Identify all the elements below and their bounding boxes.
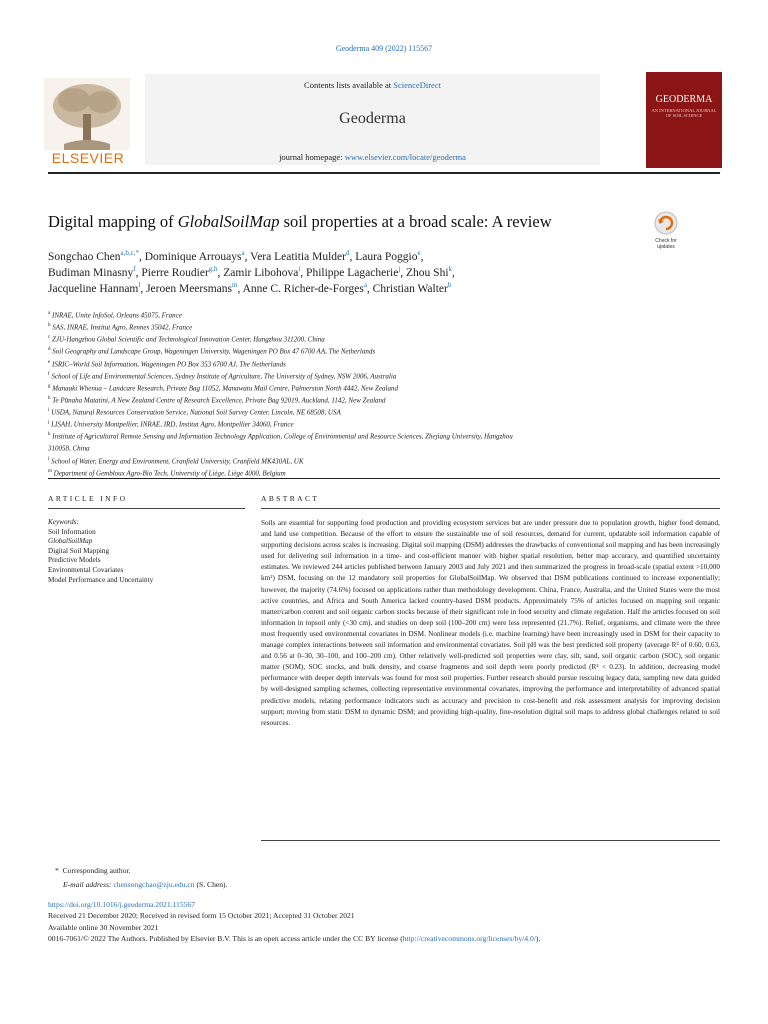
email-note (63, 880, 227, 889)
affiliation-item (48, 430, 658, 442)
author-name[interactable]: Zamir Libohova (223, 266, 299, 279)
author-name[interactable]: Jacqueline Hannam (48, 282, 139, 295)
affiliation-text: SAS, INRAE, Institut Agro, Rennes 35042, France (50, 323, 193, 332)
keywords-list (48, 528, 245, 586)
affiliation-item (48, 455, 658, 467)
available-online: Available online 30 November 2021 (48, 922, 159, 932)
affiliation-item (48, 370, 658, 382)
affiliation-text: Department of Gembloux Agro-Bio Tech, University of Liège, Liège 4000, Belgium (51, 468, 286, 477)
author-separator: , (138, 250, 145, 263)
abstract-bottom-divider (261, 840, 720, 841)
author-separator: , (366, 282, 373, 295)
email-suffix: (S. Chen). (194, 880, 228, 889)
affiliation-item (48, 467, 658, 479)
author-name[interactable]: Pierre Roudier (141, 266, 209, 279)
affiliation-mark: b (48, 323, 51, 329)
license-line (48, 933, 728, 944)
affiliation-item (48, 309, 658, 321)
article-title (48, 212, 638, 232)
keyword-item: Digital Soil Mapping (48, 546, 110, 555)
author-affiliation-mark[interactable]: j (398, 265, 401, 273)
author-name[interactable]: Vera Leatitia Mulder (250, 250, 346, 263)
keywords-block (48, 518, 245, 585)
article-info-heading: ARTICLE INFO (48, 494, 128, 503)
affiliation-text: Manaaki Whenua – Landcare Research, Private Bag 11052, Manawatu Mail Centre, Palmerston North 4442, New Zealand (50, 384, 398, 393)
received-dates: Received 21 December 2020; Received in revised form 15 October 2021; Accepted 31 October 2021 (48, 911, 355, 921)
email-label: E-mail address: (63, 880, 114, 889)
license-link[interactable]: http://creativecommons.org/licenses/by/4.0/ (402, 933, 536, 943)
author-separator: , (217, 266, 224, 279)
author-separator: , (140, 282, 147, 295)
author-affiliation-mark[interactable]: b (447, 281, 452, 289)
title-italic: GlobalSoilMap (177, 212, 280, 231)
keyword-item: Environmental Covariates (48, 565, 124, 574)
author-affiliation-mark[interactable]: e (417, 249, 421, 257)
author-separator: , (349, 250, 356, 263)
affiliation-text: 310058, China (48, 444, 90, 453)
affiliation-text: ZJU-Hangzhou Global Scientific and Technological Innovation Center, Hangzhou 311200, China (50, 335, 325, 344)
author-affiliation-mark[interactable]: d (345, 249, 350, 257)
author-affiliation-mark[interactable]: f (133, 265, 136, 273)
author-affiliation-mark[interactable]: a (363, 281, 367, 289)
abstract-divider (261, 508, 720, 509)
author-name[interactable]: Christian Walter (372, 282, 448, 295)
author-line (48, 249, 728, 263)
keyword-item: Model Performance and Uncertainty (48, 575, 154, 584)
check-for-updates-label: Check for updates (655, 238, 677, 250)
corresponding-author-note (55, 866, 131, 875)
affiliation-mark: m (48, 468, 52, 474)
affiliation-item (48, 382, 658, 394)
affiliation-item (48, 321, 658, 333)
title-suffix: soil properties at a broad scale: A review (279, 212, 552, 231)
affiliation-text: Institute of Agricultural Remote Sensing and Information Technology Application, College of Environmental and Resource Sciences, Zhejiang University, Hangzhou (50, 432, 513, 441)
homepage-line (145, 152, 600, 162)
corresponding-text: Corresponding author. (62, 866, 131, 875)
doi-link[interactable]: https://doi.org/10.1016/j.geoderma.2021.115567 (48, 900, 196, 909)
affiliation-item (48, 333, 658, 345)
affiliation-mark: d (48, 347, 51, 353)
contents-prefix: Contents lists available at (304, 80, 394, 90)
affiliation-item (48, 406, 658, 418)
author-separator: , (452, 266, 455, 279)
affiliation-mark: h (48, 395, 51, 401)
abstract-text: Soils are essential for supporting food production and providing ecosystem services but are under pressure due to population growth, higher food demand, and land use competition. Because of the effort to ensure the sustainable use of soil resources, demand for current, updatable soil information capable of supporting decisions across scales is increasing. Digital soil mapping (DSM) addresses the drawbacks of conventional soil mapping and has been increasingly used for delivering soil information in a time- and cost-efficient manner with higher spatial resolution, better map accuracy, and quantified uncertainty estimates. We reviewed 244 articles published between January 2003 and July 2021 and then summarized the progress in broad-scale (spatial extent >10,000 km²) DSM, focusing on the 12 mandatory soil properties for GlobalSoilMap. We observed that DSM publications continued to increase exponentially; however, the majority (74.6%) focused on applications rather than methodology development. China, France, Australia, and the United States were the most active countries, and Africa and South America lacked country-based DSM products. Approximately 75% of articles focused on mapping soil organic matter/carbon content and soil organic carbon stocks because of their significant role in food security and climate regulation. Half the articles focused on soil information in topsoil only (<30 cm), and studies on deep soil (100–200 cm) were less represented (21.7%). Relief, organisms, and climate were the three most frequently used environmental covariates in DSM. Nonlinear models (i.e. machine learning) have been increasingly used in DSM for their capacity to manage complex interactions between soil information and environmental covariates. Soil pH was the best predicted soil property (average R² of 0.60, 0.63, and 0.56 at 0–30, 30–100, and 100–200 cm). Other relatively well-predicted soil properties were clay, silt, sand, soil organic carbon (SOC), soil organic matter (SOM), SOC stocks, and bulk density, and coarse fragments and soil depth were poorly predicted (R² < 0.23). In addition, decreasing model performance with deeper depth intervals was found for most soil properties. Further research should pursue rescuing legacy data, sampling new data guided by well-designed sampling schemes, collecting representative environmental covariates, improving the performance and interpretability of advanced spatial predictive models, relating performance indicators such as accuracy and precision to cost-benefit and risk assessment analysis for improving decision support; moving from static DSM to dynamic DSM; and providing high-quality, fine-resolution digital soil maps to address global challenges related to soil resources. (261, 519, 720, 727)
title-prefix: Digital mapping of (48, 212, 178, 231)
affiliation-mark: c (48, 335, 51, 341)
article-info-divider (48, 508, 245, 509)
author-separator: , (400, 266, 407, 279)
affiliation-item (48, 358, 658, 370)
journal-name: Geoderma (339, 110, 406, 127)
author-separator: , (135, 266, 142, 279)
affiliation-item (48, 345, 658, 357)
abstract-heading: ABSTRACT (261, 494, 320, 503)
author-affiliation-mark[interactable]: k (448, 265, 453, 273)
affiliations-list (48, 309, 658, 479)
affiliation-mark: a (48, 311, 51, 316)
homepage-prefix: journal homepage: (279, 152, 345, 162)
author-name[interactable]: Budiman Minasny (48, 266, 134, 279)
affiliation-mark: f (48, 371, 50, 377)
affiliation-text: School of Life and Environmental Sciences, Sydney Institute of Agriculture, The University of Sydney, NSW 2006, Australia (49, 371, 397, 380)
elsevier-logo-text: ELSEVIER (51, 150, 125, 166)
affiliation-text: INRAE, Unite InfoSol, Orleans 45075, France (50, 311, 182, 320)
affiliation-mark: l (48, 456, 50, 462)
author-name[interactable]: Zhou Shi (406, 266, 449, 279)
contents-line (145, 80, 600, 90)
affiliation-text: Te Pūnaha Matatini, A New Zealand Centre of Research Excellence, Private Bag 92019, Auckland, 1142, New Zealand (50, 396, 386, 405)
keyword-item: Soil Information (48, 527, 96, 536)
keywords-label: Keywords: (48, 518, 79, 526)
keyword-item: Predictive Models (48, 556, 101, 565)
affiliation-mark: e (48, 359, 51, 365)
journal-cover-image[interactable] (646, 72, 722, 168)
author-separator: , (237, 282, 243, 295)
affiliation-text: LISAH, University Montpellier, INRAE, IRD, Institut Agro, Montpellier 34060, France (49, 420, 294, 429)
author-affiliation-mark[interactable]: m (231, 281, 238, 289)
author-name[interactable]: Songchao Chen (48, 250, 121, 263)
affiliation-mark: k (48, 432, 51, 438)
publication-info (48, 899, 728, 944)
cover-subtitle: AN INTERNATIONAL JOURNAL OF SOIL SCIENCE (651, 108, 717, 118)
author-separator: , (300, 266, 307, 279)
affiliation-text: Soil Geography and Landscape Group, Wageningen University, Wageningen PO Box 47 6700 AA, The Netherlands (50, 347, 376, 356)
affiliation-mark: i (48, 408, 50, 413)
header-divider (48, 172, 720, 174)
affiliation-text: ISRIC–World Soil Information, Wageningen PO Box 353 6700 AJ, The Netherlands (50, 359, 286, 368)
affiliation-item (48, 418, 658, 430)
keyword-item: GlobalSoilMap (48, 537, 93, 546)
author-separator: , (244, 250, 251, 263)
affiliation-mark: g (48, 383, 51, 389)
author-name[interactable]: Laura Poggio (355, 250, 418, 263)
author-name[interactable]: Jeroen Meersmans (146, 282, 232, 295)
license-prefix: 0016-7061/© 2022 The Authors. Published by Elsevier B.V. This is an open access article under the CC BY license ( (48, 933, 403, 943)
license-suffix: ). (535, 933, 541, 943)
journal-citation[interactable]: Geoderma 409 (2022) 115567 (335, 44, 433, 53)
sciencedirect-link[interactable]: ScienceDirect (393, 80, 441, 90)
corresponding-mark: * (55, 866, 59, 875)
author-affiliation-mark[interactable]: a,b,c,* (120, 249, 139, 257)
author-affiliation-mark[interactable]: g,h (208, 265, 218, 273)
affiliation-item (48, 394, 658, 406)
email-link[interactable]: chensongchao@zju.edu.cn (113, 880, 195, 889)
author-name[interactable]: Dominique Arrouays (144, 250, 242, 263)
author-name[interactable]: Anne C. Richer-de-Forges (242, 282, 364, 295)
cover-title: GEODERMA (655, 94, 713, 105)
affiliation-text: USDA, Natural Resources Conservation Service, National Soil Survey Center, Lincoln, NE 68508, USA (49, 408, 341, 417)
author-affiliation-mark[interactable]: l (138, 281, 141, 289)
affiliation-mark: j (48, 420, 50, 426)
author-line (48, 265, 728, 279)
author-name[interactable]: Philippe Lagacherie (306, 266, 399, 279)
author-separator: , (420, 250, 424, 263)
affiliation-item (48, 442, 658, 454)
homepage-link[interactable]: www.elsevier.com/locate/geoderma (344, 152, 466, 162)
section-divider (48, 478, 720, 479)
author-affiliation-mark[interactable]: i (298, 265, 301, 273)
author-line (48, 281, 728, 295)
author-affiliation-mark[interactable]: a (241, 249, 245, 257)
affiliation-text: School of Water, Energy and Environment, Cranfield University, Cranfield MK430AL, UK (49, 456, 304, 465)
